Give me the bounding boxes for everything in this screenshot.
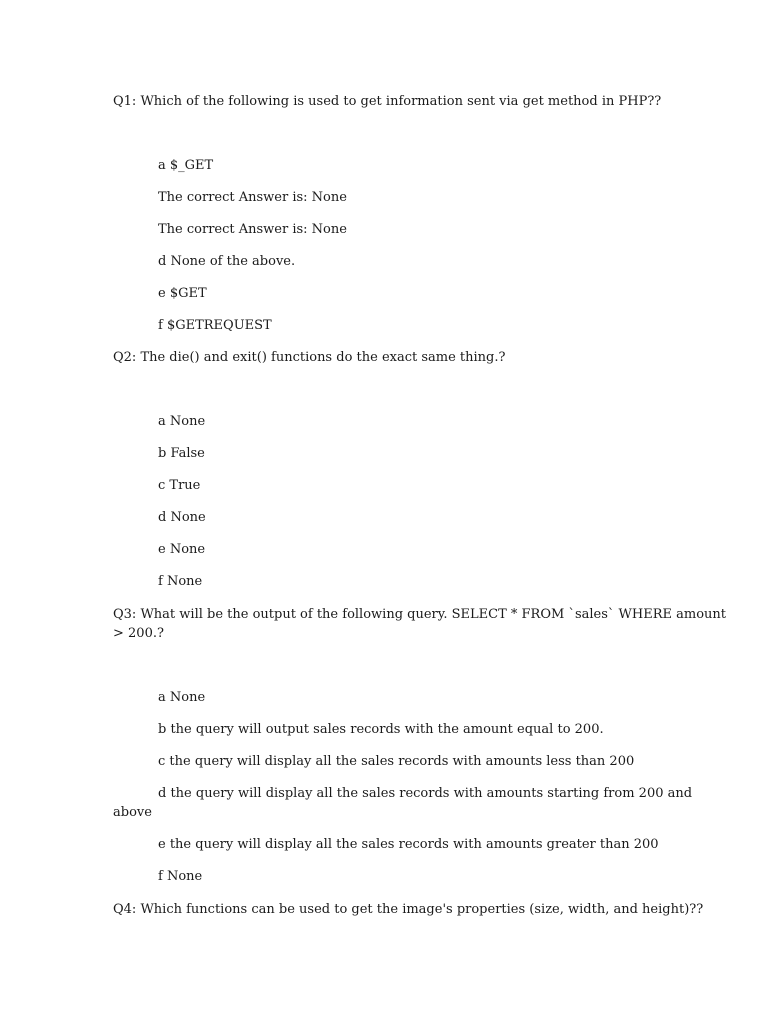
question-1-option-e: e $GET xyxy=(158,286,207,301)
question-2-text: Q2: The die() and exit() functions do the exact same thing.? xyxy=(113,350,506,365)
question-1-option-a: a $_GET xyxy=(158,158,214,173)
question-2-option-c: c True xyxy=(158,478,201,493)
question-4-text: Q4: Which functions can be used to get the image's properties (size, width, and height)?? xyxy=(113,902,704,917)
question-1-option-f: f $GETREQUEST xyxy=(158,318,272,333)
question-2-option-d: d None xyxy=(158,510,206,525)
question-1-option-b: The correct Answer is: None xyxy=(158,190,347,205)
question-3-option-d-continuation: above xyxy=(113,805,152,820)
question-1-text: Q1: Which of the following is used to get information sent via get method in PHP?? xyxy=(113,94,662,109)
question-1-option-d: d None of the above. xyxy=(158,254,296,269)
question-2-option-b: b False xyxy=(158,446,205,461)
question-2-option-e: e None xyxy=(158,542,206,557)
question-3-option-e: e the query will display all the sales records with amounts greater than 200 xyxy=(158,837,659,852)
question-3-option-c: c the query will display all the sales records with amounts less than 200 xyxy=(158,754,635,769)
question-3-option-d: d the query will display all the sales records with amounts starting from 200 and xyxy=(158,786,693,801)
question-3-text-line-1: Q3: What will be the output of the following query. SELECT * FROM `sales` WHERE amount xyxy=(113,607,726,622)
question-3-option-a: a None xyxy=(158,690,206,705)
question-2-option-a: a None xyxy=(158,414,206,429)
question-3-option-f: f None xyxy=(158,869,203,884)
question-2-option-f: f None xyxy=(158,574,203,589)
question-3-option-b: b the query will output sales records with the amount equal to 200. xyxy=(158,722,604,737)
question-1-option-c: The correct Answer is: None xyxy=(158,222,347,237)
question-3-text-line-2: > 200.? xyxy=(113,626,164,641)
